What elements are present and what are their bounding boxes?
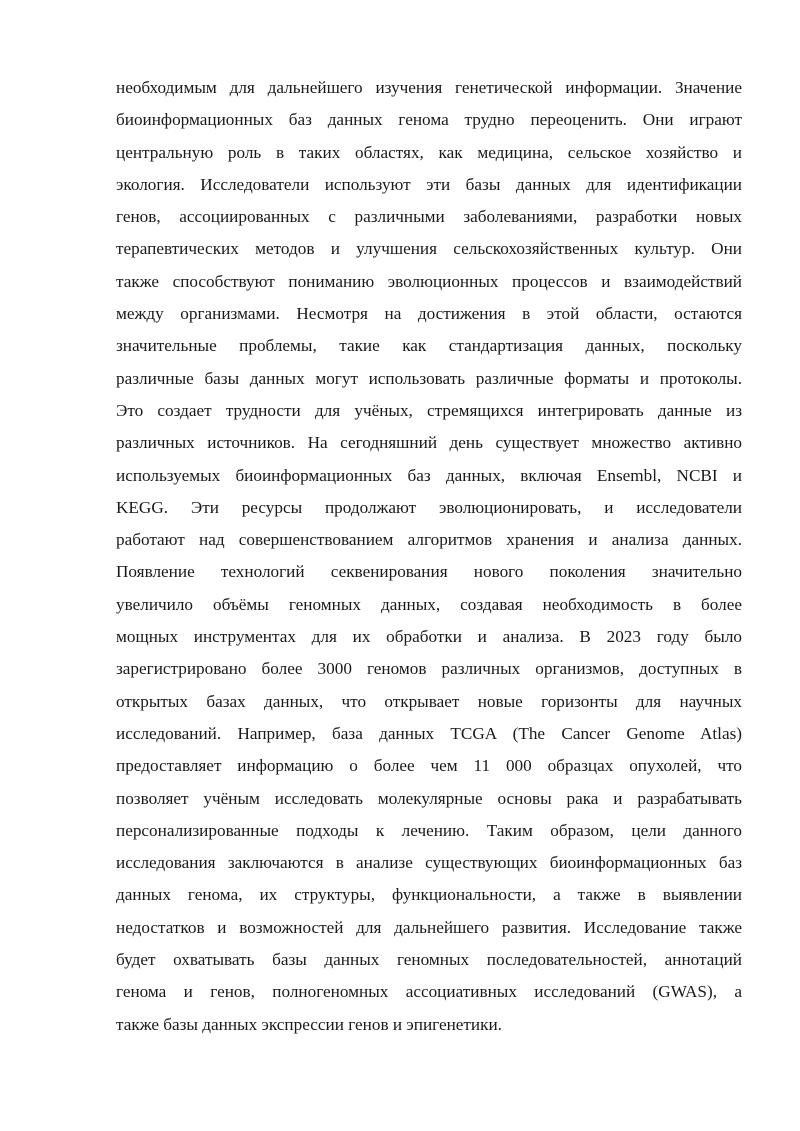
paragraph-line: открытых базах данных, что открывает новые горизонты для научных bbox=[116, 691, 742, 711]
paragraph-line: также базы данных экспрессии генов и эпигенетики. bbox=[116, 1014, 502, 1034]
paragraph-line: также способствуют пониманию эволюционных процессов и взаимодействий bbox=[116, 271, 742, 291]
paragraph-line: используемых биоинформационных баз данных, включая Ensembl, NCBI и bbox=[116, 465, 742, 485]
paragraph-line: позволяет учёным исследовать молекулярные основы рака и разрабатывать bbox=[116, 788, 742, 808]
paragraph-line: данных генома, их структуры, функциональности, а также в выявлении bbox=[116, 885, 742, 905]
paragraph-line: KEGG. Эти ресурсы продолжают эволюционировать, и исследователи bbox=[116, 497, 742, 517]
paragraph-line: центральную роль в таких областях, как медицина, сельское хозяйство и bbox=[116, 142, 742, 162]
paragraph-line: персонализированные подходы к лечению. Таким образом, цели данного bbox=[116, 820, 742, 840]
paragraph-line: зарегистрировано более 3000 геномов различных организмов, доступных в bbox=[116, 659, 742, 679]
paragraph-line: исследования заключаются в анализе существующих биоинформационных баз bbox=[116, 853, 742, 873]
paragraph-line: работают над совершенствованием алгоритмов хранения и анализа данных. bbox=[116, 530, 742, 550]
paragraph-line: значительные проблемы, такие как стандартизация данных, поскольку bbox=[116, 336, 742, 356]
paragraph-line: будет охватывать базы данных геномных последовательностей, аннотаций bbox=[116, 950, 742, 970]
paragraph-line: необходимым для дальнейшего изучения генетической информации. Значение bbox=[116, 78, 742, 97]
paragraph-line: генома и генов, полногеномных ассоциативных исследований (GWAS), а bbox=[116, 982, 742, 1002]
paragraph-line: Это создает трудности для учёных, стремящихся интегрировать данные из bbox=[116, 400, 742, 420]
paragraph-line: терапевтических методов и улучшения сельскохозяйственных культур. Они bbox=[116, 239, 742, 259]
paragraph-line: генов, ассоциированных с различными заболеваниями, разработки новых bbox=[116, 207, 742, 227]
paragraph-line: Появление технологий секвенирования нового поколения значительно bbox=[116, 562, 742, 582]
paragraph-line: недостатков и возможностей для дальнейшего развития. Исследование также bbox=[116, 917, 742, 937]
paragraph-line: мощных инструментах для их обработки и анализа. В 2023 году было bbox=[116, 627, 742, 647]
paragraph-line: исследований. Например, база данных TCGA (The Cancer Genome Atlas) bbox=[116, 723, 742, 743]
body-paragraph bbox=[116, 72, 742, 1041]
paragraph-line: различных источников. На сегодняшний день существует множество активно bbox=[116, 433, 742, 453]
paragraph-line: биоинформационных баз данных генома трудно переоценить. Они играют bbox=[116, 110, 742, 130]
paragraph-line: между организмами. Несмотря на достижения в этой области, остаются bbox=[116, 304, 742, 324]
paragraph-line: увеличило объёмы геномных данных, создавая необходимость в более bbox=[116, 594, 742, 614]
paragraph-line: экология. Исследователи используют эти базы данных для идентификации bbox=[116, 174, 742, 194]
paragraph-line: различные базы данных могут использовать различные форматы и протоколы. bbox=[116, 368, 742, 388]
paragraph-line: предоставляет информацию о более чем 11 000 образцах опухолей, что bbox=[116, 756, 742, 776]
